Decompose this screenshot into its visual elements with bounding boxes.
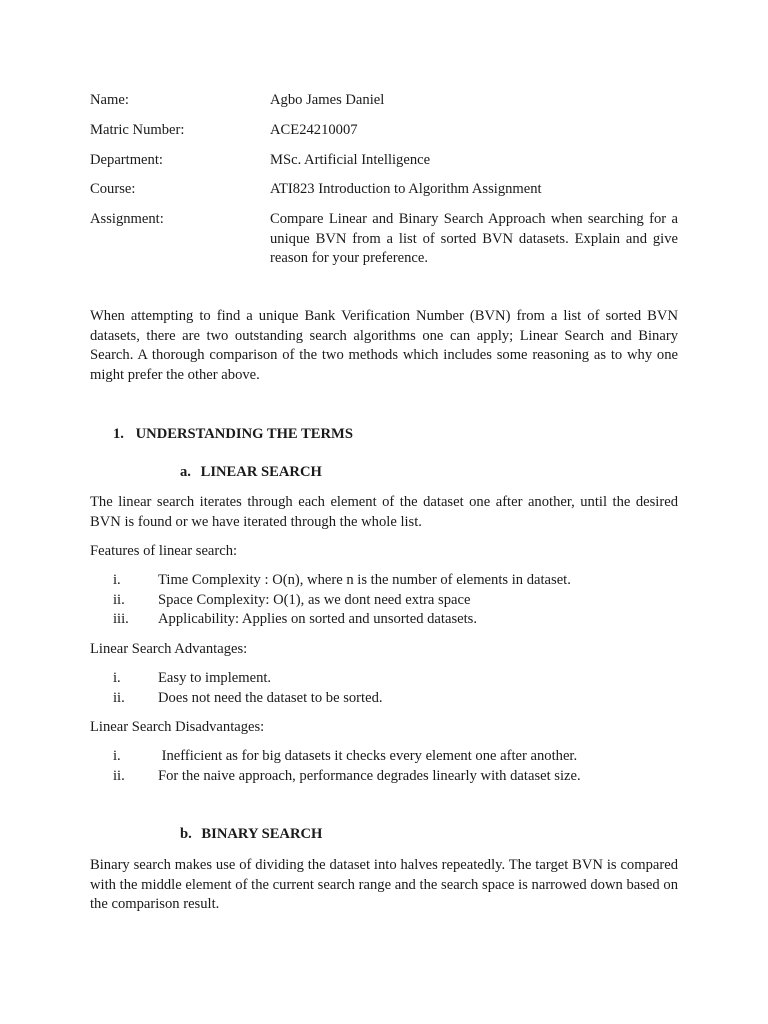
list-item — [90, 689, 678, 709]
binary-title: BINARY SEARCH — [201, 826, 323, 842]
list-number: i. — [113, 670, 121, 686]
features-title: Features of linear search: — [90, 543, 238, 559]
disadvantages-title: Linear Search Disadvantages: — [90, 719, 265, 735]
course-label: Course: — [90, 181, 136, 197]
department-value: MSc. Artificial Intelligence — [270, 152, 431, 168]
list-item — [90, 669, 678, 689]
section-title: UNDERSTANDING THE TERMS — [135, 426, 353, 442]
binary-letter: b. — [180, 826, 192, 842]
assignment-value: Compare Linear and Binary Search Approach when searching for a unique BVN from a list of sorted BVN datasets. Explain and give reason for your preference. — [270, 211, 678, 266]
binary-description: Binary search makes use of dividing the dataset into halves repeatedly. The target BVN is compared with the middle element of the current search range and the search space is narrowed down based on the comparison result. — [90, 857, 678, 912]
section-number: 1. — [113, 426, 124, 442]
linear-description: The linear search iterates through each element of the dataset one after another, until the desired BVN is found or we have iterated through the whole list. — [90, 494, 678, 530]
matric-value: ACE24210007 — [270, 122, 358, 138]
features-list — [90, 571, 678, 630]
list-number: ii. — [113, 767, 125, 784]
section-heading — [113, 425, 353, 445]
name-value: Agbo James Daniel — [270, 92, 385, 108]
list-text: Applicability: Applies on sorted and unsorted datasets. — [158, 611, 477, 627]
list-text: Time Complexity : O(n), where n is the number of elements in dataset. — [158, 572, 571, 588]
list-item — [90, 571, 678, 591]
course-value: ATI823 Introduction to Algorithm Assignment — [270, 181, 542, 197]
list-text: Does not need the dataset to be sorted. — [158, 689, 383, 706]
list-item — [90, 610, 678, 630]
linear-search-heading — [180, 463, 322, 483]
disadvantages-list — [90, 747, 678, 786]
list-item — [90, 591, 678, 611]
linear-letter: a. — [180, 464, 191, 480]
list-item — [90, 767, 678, 787]
list-text: Inefficient as for big datasets it checks every element one after another. — [158, 748, 578, 764]
matric-label: Matric Number: — [90, 122, 185, 138]
intro-paragraph: When attempting to find a unique Bank Verification Number (BVN) from a list of sorted BVN datasets, there are two outstanding search algorithms one can apply; Linear Search and Binary Search. A thorough comparison of the two methods which includes some reasoning as to why one might prefer the other above. — [90, 308, 678, 383]
linear-title: LINEAR SEARCH — [200, 464, 322, 480]
list-number: ii. — [113, 591, 125, 608]
assignment-label: Assignment: — [90, 211, 164, 227]
name-label: Name: — [90, 92, 129, 108]
list-item — [90, 747, 678, 767]
list-text: Easy to implement. — [158, 670, 272, 686]
list-number: i. — [113, 748, 121, 764]
list-number: i. — [113, 572, 121, 588]
binary-search-heading — [180, 825, 322, 845]
advantages-title: Linear Search Advantages: — [90, 641, 248, 657]
advantages-list — [90, 669, 678, 708]
list-text: Space Complexity: O(1), as we dont need extra space — [158, 591, 471, 608]
list-number: ii. — [113, 689, 125, 706]
department-label: Department: — [90, 152, 163, 168]
list-text: For the naive approach, performance degrades linearly with dataset size. — [158, 767, 581, 784]
list-number: iii. — [113, 611, 129, 627]
